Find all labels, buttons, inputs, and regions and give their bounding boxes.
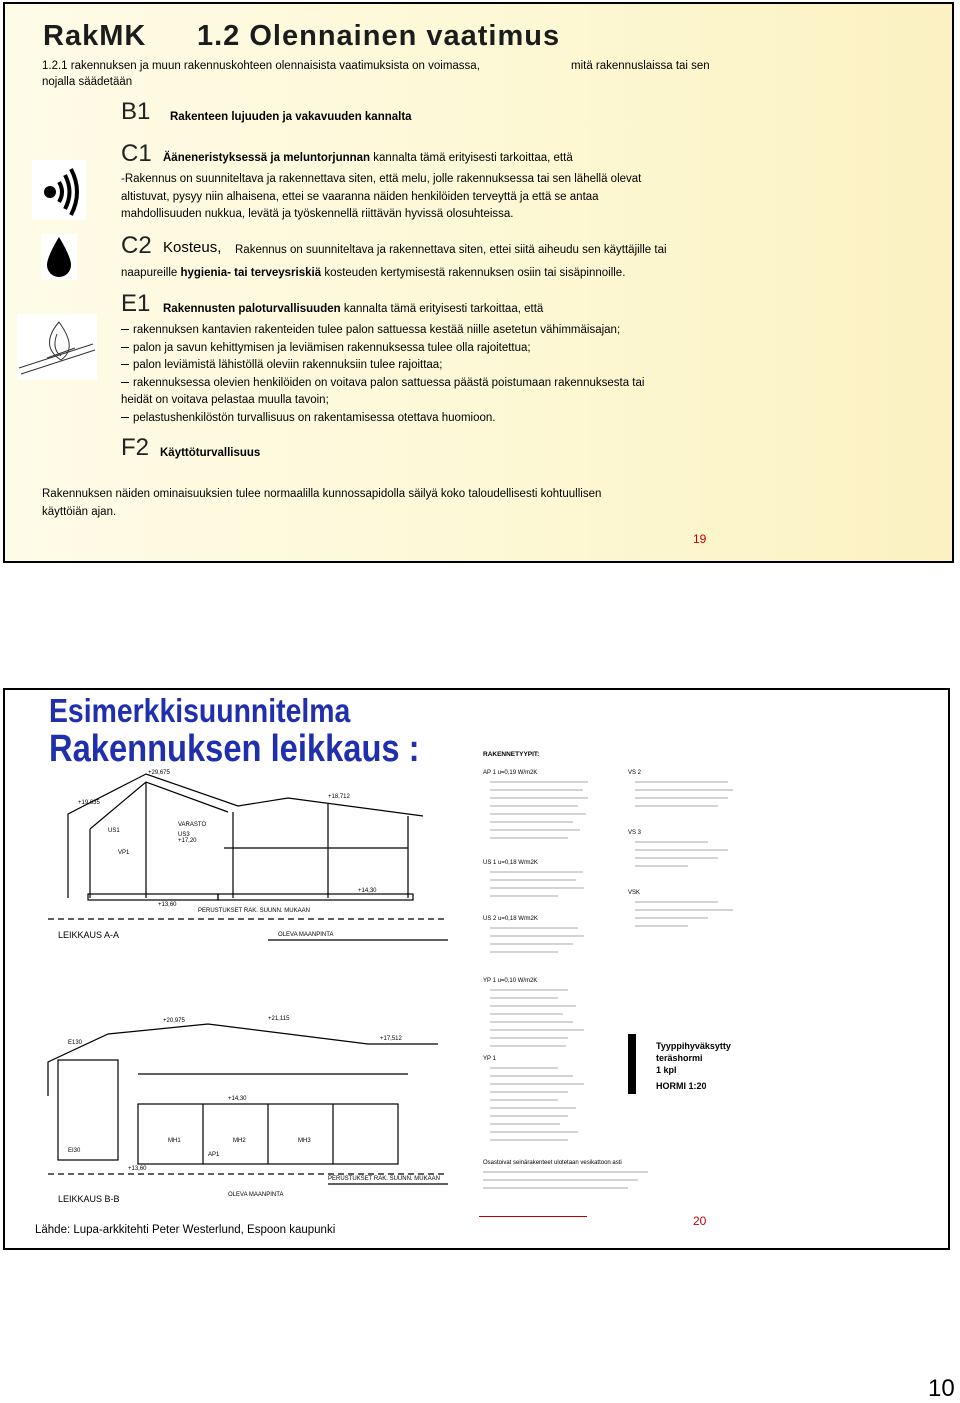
footer-text <box>42 486 601 521</box>
room-label: AP1 <box>208 1152 220 1158</box>
water-drop-icon <box>41 234 77 280</box>
spec-block: VS 2 <box>628 770 642 776</box>
c2-line1: Rakennus on suunniteltava ja rakennettava siten, ettei siitä aiheudu sen käyttäjille tai <box>235 244 667 256</box>
level-label: +29,675 <box>148 770 170 776</box>
slide2-title-line2: Rakennuksen leikkaus : <box>49 728 420 770</box>
stamp-line-4: HORMI 1:20 <box>656 1081 707 1091</box>
spec-block: AP 1 u=0,19 W/m2K <box>483 770 538 776</box>
stamp-line-1: Tyyppihyväksytty <box>656 1041 731 1051</box>
section-a-label: LEIKKAUS A-A <box>58 930 120 940</box>
ground-label-a: OLEVA MAANPINTA <box>278 932 334 938</box>
c2-line2-bold: hygienia- tai terveysriskiä <box>180 267 322 279</box>
intro-line-2: nojalla säädetään <box>42 76 133 88</box>
spec-block: US 2 u=0,18 W/m2K <box>483 916 538 922</box>
room-label: US3 <box>178 832 190 838</box>
brand-title: RakMK <box>43 20 147 52</box>
page-number-19: 19 <box>693 532 707 546</box>
c2-lead: Kosteus, <box>163 239 222 256</box>
room-label: MH1 <box>168 1138 181 1144</box>
fire-hose-icon <box>17 314 97 380</box>
e1-heading-bold: Rakennusten paloturvallisuuden <box>163 303 341 315</box>
red-rule <box>479 1216 587 1217</box>
level-label: +19,635 <box>78 800 100 806</box>
chimney-symbol <box>628 1034 636 1094</box>
spec-heading: RAKENNETYYPIT: <box>483 751 540 758</box>
slide-19 <box>3 2 954 563</box>
e1-heading <box>163 301 543 319</box>
ground-label-b: OLEVA MAANPINTA <box>228 1192 284 1198</box>
section-b-label: LEIKKAUS B-B <box>58 1194 120 1204</box>
c1-line: -Rakennus on suunniteltava ja rakennettava siten, että melu, jolle rakennuksessa tai sen lähellä olevat <box>121 173 642 185</box>
room-label: US1 <box>108 828 120 834</box>
room-label: VARASTO <box>178 822 207 828</box>
stamp-line-2: teräshormi <box>656 1053 703 1063</box>
c2-line2-b: kosteuden kertymisestä rakennuksen osiin tai sisäpinnoille. <box>324 267 626 279</box>
c1-line: altistuvat, pysyy niin alhaisena, ettei se vaaranna näiden henkilöiden terveyttä ja että se antaa <box>121 190 599 203</box>
room-label: E130 <box>68 1040 83 1046</box>
level-label: +17,20 <box>178 838 197 844</box>
footer-line-1: Rakennuksen näiden ominaisuuksien tulee normaalilla kunnossapidolla säilyä koko taloudellisesti kohtuullisen <box>42 488 602 500</box>
foundation-label-b: PERUSTUKSET RAK. SUUNN. MUKAAN <box>328 1176 440 1182</box>
level-label: +17,512 <box>380 1036 402 1042</box>
level-label: +20,975 <box>163 1018 185 1024</box>
room-label: MH2 <box>233 1138 246 1144</box>
f2-code: F2 <box>121 434 150 461</box>
e1-code: E1 <box>121 290 151 317</box>
list-item-cont: heidät on voitava pelastaa muulla tavoin; <box>121 394 329 406</box>
room-label: MH3 <box>298 1138 311 1144</box>
list-item: pelastushenkilöstön turvallisuus on rakentamisessa otettava huomioon. <box>121 410 644 428</box>
section-drawing <box>28 744 776 1212</box>
spec-block: VS 3 <box>628 830 642 836</box>
slide-20 <box>3 688 950 1250</box>
c1-code: C1 <box>121 140 152 167</box>
c1-heading-rest: kannalta tämä erityisesti tarkoittaa, että <box>373 152 573 164</box>
sound-icon <box>32 160 86 220</box>
intro-line-1: 1.2.1 rakennuksen ja muun rakennuskohteen olennaisista vaatimuksista on voimassa, <box>42 60 480 72</box>
e1-list <box>121 322 644 427</box>
section-a-drawing <box>48 774 448 940</box>
stamp-line-3: 1 kpl <box>656 1065 677 1075</box>
slide2-title-line1: Esimerkkisuunnitelma <box>49 692 351 729</box>
level-label: +13,60 <box>128 1166 147 1172</box>
source-credit: Lähde: Lupa-arkkitehti Peter Westerlund, Espoon kaupunki <box>35 1224 336 1236</box>
b1-code: B1 <box>121 98 151 125</box>
page-number: 10 <box>928 1375 955 1402</box>
spec-block: VSK <box>628 890 641 896</box>
c2-code: C2 <box>121 232 152 259</box>
e1-heading-rest: kannalta tämä erityisesti tarkoittaa, että <box>343 303 544 315</box>
spec-block: YP 1 <box>483 1056 496 1062</box>
list-item: rakennuksen kantavien rakenteiden tulee palon sattuessa kestää niille asetetun vähimmäisajan; <box>121 322 644 340</box>
spec-block: YP 1 u=0,10 W/m2K <box>483 978 538 984</box>
page-number-20: 20 <box>693 1214 707 1228</box>
section-b-drawing <box>48 1024 448 1184</box>
list-item: rakennuksessa olevien henkilöiden on voitava palon sattuessa päästä poistumaan rakennuksesta tai <box>121 375 644 393</box>
building-section-svg <box>28 744 776 1212</box>
c2-line2-a: naapureille <box>121 267 178 279</box>
list-item: palon leviämistä lähistöllä oleviin rakennuksiin tulee rajoittaa; <box>121 357 644 375</box>
level-label: +18,712 <box>328 794 350 800</box>
foundation-label-a: PERUSTUKSET RAK. SUUNN. MUKAAN <box>198 908 310 914</box>
intro-line-1b: mitä rakennuslaissa tai sen <box>571 60 710 72</box>
c1-body <box>121 171 641 224</box>
spec-notes: Osastoivat seinärakenteet ulotetaan vesikattoon asti <box>483 1160 622 1166</box>
b1-text: Rakenteen lujuuden ja vakavuuden kannalta <box>170 111 412 123</box>
room-label: VP1 <box>118 850 130 856</box>
list-item: palon ja savun kehittymisen ja leviämisen rakennuksessa tulee olla rajoitettua; <box>121 340 644 358</box>
c1-line: mahdollisuuden nukkua, levätä ja työskennellä riittävän hyvissä olosuhteissa. <box>121 208 514 220</box>
level-label: +21,115 <box>268 1016 290 1022</box>
room-label: EI30 <box>68 1148 81 1154</box>
spec-block: US 1 u=0,18 W/m2K <box>483 860 538 866</box>
f2-text: Käyttöturvallisuus <box>160 447 261 459</box>
c1-heading-bold: Ääneneristyksessä ja meluntorjunnan <box>163 152 371 164</box>
slide-title: 1.2 Olennainen vaatimus <box>197 20 561 52</box>
level-label: +13,60 <box>158 902 177 908</box>
level-label: +14,30 <box>228 1096 247 1102</box>
c2-line2 <box>121 265 625 283</box>
level-label: +14,30 <box>358 888 377 894</box>
c1-heading <box>163 150 573 168</box>
footer-line-2: käyttöiän ajan. <box>42 505 117 518</box>
